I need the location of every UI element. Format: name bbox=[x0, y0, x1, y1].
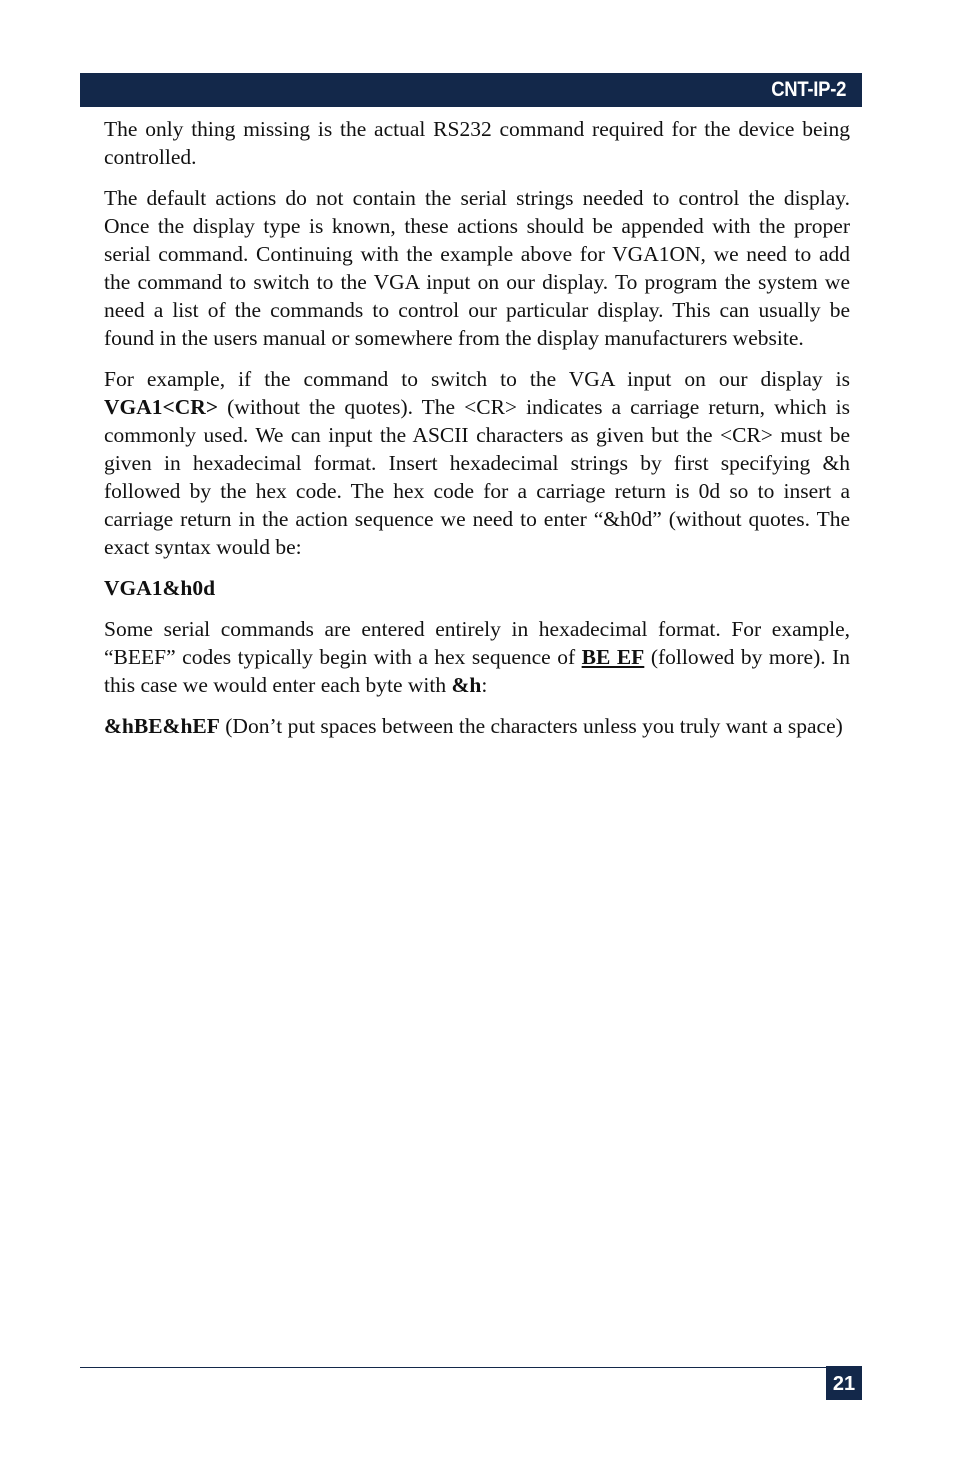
header-bar bbox=[80, 73, 862, 107]
command-example-vga1-cr: VGA1<CR> bbox=[104, 395, 219, 419]
paragraph-3 bbox=[104, 365, 850, 561]
paragraph-5 bbox=[104, 615, 850, 699]
command-example-vga1-h0d: VGA1&h0d bbox=[104, 576, 216, 600]
page-content bbox=[104, 115, 850, 753]
paragraph-6-rest: (Don’t put spaces between the characters unless you truly want a space) bbox=[225, 714, 843, 738]
hex-prefix: &h bbox=[451, 673, 482, 697]
paragraph-6 bbox=[104, 712, 850, 740]
page-number: 21 bbox=[826, 1366, 862, 1400]
paragraph-5-intro: Some serial commands are entered entirely in hexadecimal format. For example, “BEEF” codes typically begin with a hex sequence of bbox=[104, 617, 850, 669]
hex-sequence-be-ef: BE EF bbox=[581, 645, 645, 669]
command-example-hbe-hef: &hBE&hEF bbox=[104, 714, 220, 738]
paragraph-3-rest: (without the quotes). The <CR> indicates a carriage return, which is commonly used. We can input the ASCII characters as given but the <CR> must be given in hexadecimal format. Insert hexadecimal strings by first specifying &h followed by the hex code. The hex code for a carriage return is 0d so to insert a carriage return in the action sequence we need to enter “&h0d” (without quotes. The exact syntax would be: bbox=[104, 395, 851, 559]
paragraph-2-text: The default actions do not contain the serial strings needed to control the display. Once the display type is known, these actions should be appended with the proper serial command. Continuing with the example above for VGA1ON, we need to add the command to switch to the VGA input on our display. To program the system we need a list of the commands to control our particular display. This can usually be found in the users manual or somewhere from the display manufacturers website. bbox=[104, 186, 850, 350]
paragraph-4 bbox=[104, 574, 850, 602]
paragraph-3-intro: For example, if the command to switch to the VGA input on our display is bbox=[104, 367, 850, 391]
document-title: CNT-IP-2 bbox=[771, 78, 846, 101]
paragraph-1 bbox=[104, 115, 850, 171]
paragraph-2 bbox=[104, 184, 850, 352]
footer-rule bbox=[80, 1367, 826, 1368]
paragraph-5-mid: (followed by more). In this case we would enter each byte with bbox=[104, 645, 851, 697]
paragraph-1-text: The only thing missing is the actual RS232 command required for the device being controlled. bbox=[104, 117, 850, 169]
paragraph-5-end: : bbox=[481, 673, 488, 697]
